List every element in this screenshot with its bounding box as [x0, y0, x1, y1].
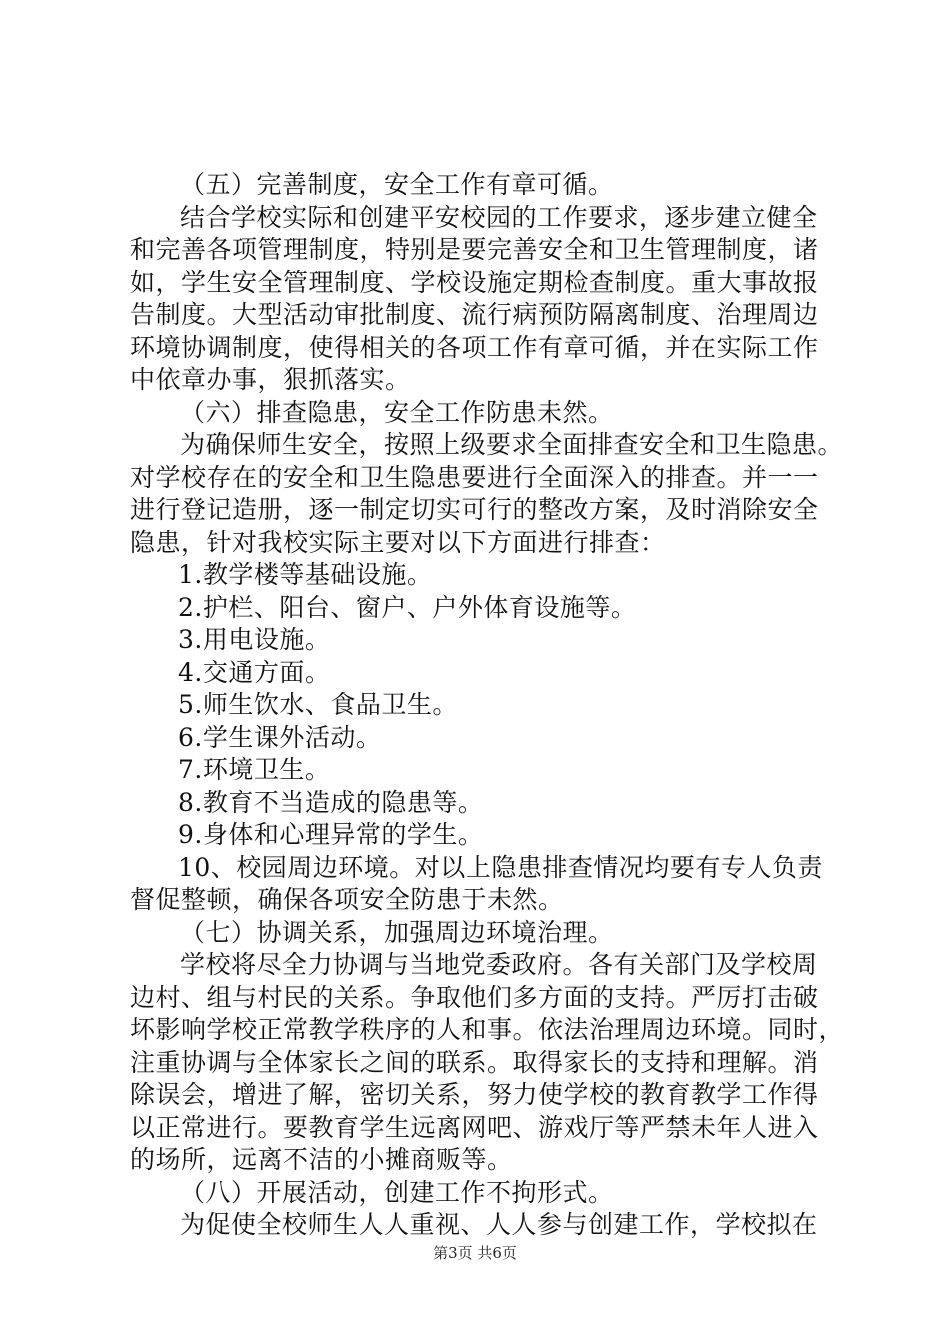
text-line: 的场所，远离不洁的小摊商贩等。	[130, 1145, 513, 1174]
text-line: （七）协调关系，加强周边环境治理。	[180, 917, 614, 947]
list-item-line: 5.师生饮水、食品卫生。	[178, 690, 458, 719]
text-line: （八）开展活动，创建工作不拘形式。	[180, 1177, 614, 1207]
text-line: 进行登记造册，逐一制定切实可行的整改方案，及时消除安全	[130, 495, 819, 524]
text-line: （五）完善制度，安全工作有章可循。	[180, 170, 614, 199]
list-item-line: 1.教学楼等基础设施。	[178, 560, 433, 589]
text-line: 除误会，增进了解，密切关系，努力使学校的教育教学工作得	[130, 1080, 819, 1109]
page-footer: 第3页 共6页	[433, 1244, 517, 1262]
text-line: 学校将尽全力协调与当地党委政府。各有关部门及学校周	[180, 950, 818, 979]
list-item-line: 9.身体和心理异常的学生。	[178, 820, 484, 849]
text-line: 如，学生安全管理制度、学校设施定期检查制度。重大事故报	[130, 267, 819, 297]
list-item-line: 4.交通方面。	[178, 657, 331, 687]
list-item-line: 10、校园周边环境。对以上隐患排查情况均要有专人负责	[178, 852, 823, 882]
text-line: 边村、组与村民的关系。争取他们多方面的支持。严厉打击破	[130, 982, 819, 1012]
text-line: 对学校存在的安全和卫生隐患要进行全面深入的排查。并一一	[130, 462, 819, 492]
text-line: 坏影响学校正常教学秩序的人和事。依法治理周边环境。同时，	[130, 1015, 845, 1044]
text-line: 督促整顿，确保各项安全防患于未然。	[130, 885, 564, 914]
text-line: 和完善各项管理制度，特别是要完善安全和卫生管理制度，诸	[130, 235, 819, 264]
document-body	[130, 169, 845, 1242]
text-line: 中依章办事，狠抓落实。	[130, 365, 411, 394]
text-line: 环境协调制度，使得相关的各项工作有章可循，并在实际工作	[130, 332, 819, 362]
list-item-line: 2.护栏、阳台、窗户、户外体育设施等。	[178, 592, 637, 622]
text-line: 为确保师生安全，按照上级要求全面排查安全和卫生隐患。	[180, 430, 844, 459]
text-line: 结合学校实际和创建平安校园的工作要求，逐步建立健全	[180, 202, 818, 232]
text-line: 为促使全校师生人人重视、人人参与创建工作，学校拟在	[180, 1210, 818, 1239]
text-line: 注重协调与全体家长之间的联系。取得家长的支持和理解。消	[130, 1047, 819, 1077]
list-item-line: 3.用电设施。	[178, 625, 331, 654]
list-item-line: 7.环境卫生。	[178, 755, 331, 784]
text-line: 告制度。大型活动审批制度、流行病预防隔离制度、治理周边	[130, 300, 819, 329]
text-line: 隐患，针对我校实际主要对以下方面进行排查：	[130, 527, 666, 557]
text-line: 以正常进行。要教育学生远离网吧、游戏厅等严禁未年人进入	[130, 1112, 819, 1142]
list-item-line: 8.教育不当造成的隐患等。	[178, 787, 484, 817]
text-line: （六）排查隐患，安全工作防患未然。	[180, 397, 614, 427]
list-item-line: 6.学生课外活动。	[178, 722, 382, 752]
